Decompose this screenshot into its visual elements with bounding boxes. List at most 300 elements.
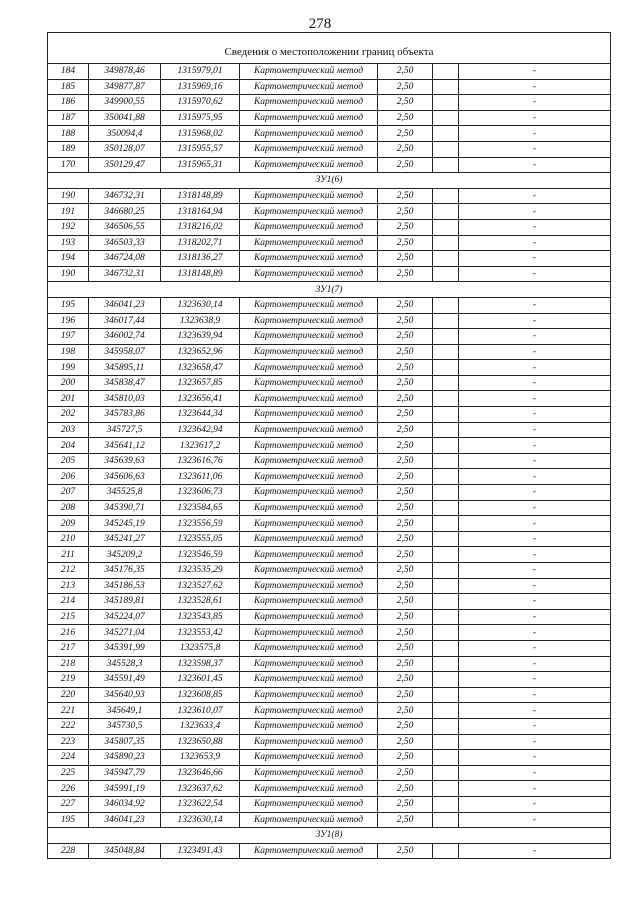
point-number-cell: 190: [48, 266, 89, 282]
x-coordinate-cell: 345639,63: [89, 453, 161, 469]
x-coordinate-cell: 345640,93: [89, 687, 161, 703]
section-header-row: [48, 828, 611, 844]
point-number-cell: 208: [48, 500, 89, 516]
description-cell: -: [459, 188, 611, 204]
table-row: [48, 594, 611, 610]
point-number-cell: 212: [48, 563, 89, 579]
method-cell: Картометрический метод: [240, 563, 378, 579]
table-row: [48, 422, 611, 438]
precision-cell: 2,50: [378, 812, 433, 828]
x-coordinate-cell: 345730,5: [89, 718, 161, 734]
table-row: [48, 266, 611, 282]
x-coordinate-cell: 346724,08: [89, 251, 161, 267]
point-number-cell: 210: [48, 531, 89, 547]
table-row: [48, 235, 611, 251]
method-cell: Картометрический метод: [240, 141, 378, 157]
method-cell: Картометрический метод: [240, 531, 378, 547]
page-number: 278: [308, 16, 332, 32]
empty-cell: [433, 204, 459, 220]
table-title-row: [48, 33, 611, 64]
description-cell: -: [459, 500, 611, 516]
description-cell: -: [459, 313, 611, 329]
point-number-cell: 213: [48, 578, 89, 594]
x-coordinate-cell: 345245,19: [89, 516, 161, 532]
y-coordinate-cell: 1323622,54: [161, 796, 240, 812]
x-coordinate-cell: 346506,55: [89, 219, 161, 235]
description-cell: -: [459, 734, 611, 750]
y-coordinate-cell: 1318216,02: [161, 219, 240, 235]
y-coordinate-cell: 1323616,76: [161, 453, 240, 469]
x-coordinate-cell: 345807,35: [89, 734, 161, 750]
description-cell: -: [459, 375, 611, 391]
precision-cell: 2,50: [378, 843, 433, 859]
description-cell: -: [459, 563, 611, 579]
description-cell: -: [459, 266, 611, 282]
description-cell: -: [459, 687, 611, 703]
y-coordinate-cell: 1323650,88: [161, 734, 240, 750]
empty-cell: [433, 672, 459, 688]
y-coordinate-cell: 1323610,07: [161, 703, 240, 719]
precision-cell: 2,50: [378, 391, 433, 407]
description-cell: -: [459, 609, 611, 625]
y-coordinate-cell: 1323639,94: [161, 329, 240, 345]
point-number-cell: 170: [48, 157, 89, 173]
empty-cell: [433, 734, 459, 750]
x-coordinate-cell: 345895,11: [89, 360, 161, 376]
description-cell: -: [459, 625, 611, 641]
section-label: ЗУ1(8): [48, 828, 611, 844]
point-number-cell: 195: [48, 297, 89, 313]
method-cell: Картометрический метод: [240, 718, 378, 734]
precision-cell: 2,50: [378, 531, 433, 547]
description-cell: -: [459, 126, 611, 142]
x-coordinate-cell: 345606,63: [89, 469, 161, 485]
y-coordinate-cell: 1323527,62: [161, 578, 240, 594]
x-coordinate-cell: 349877,87: [89, 79, 161, 95]
method-cell: Картометрический метод: [240, 204, 378, 220]
y-coordinate-cell: 1323546,59: [161, 547, 240, 563]
y-coordinate-cell: 1315970,62: [161, 95, 240, 111]
table-row: [48, 313, 611, 329]
precision-cell: 2,50: [378, 734, 433, 750]
precision-cell: 2,50: [378, 718, 433, 734]
empty-cell: [433, 95, 459, 111]
x-coordinate-cell: 345991,19: [89, 781, 161, 797]
y-coordinate-cell: 1323633,4: [161, 718, 240, 734]
y-coordinate-cell: 1323637,62: [161, 781, 240, 797]
y-coordinate-cell: 1323652,96: [161, 344, 240, 360]
empty-cell: [433, 453, 459, 469]
x-coordinate-cell: 346034,92: [89, 796, 161, 812]
empty-cell: [433, 640, 459, 656]
y-coordinate-cell: 1323644,34: [161, 407, 240, 423]
x-coordinate-cell: 345048,84: [89, 843, 161, 859]
point-number-cell: 224: [48, 750, 89, 766]
description-cell: -: [459, 485, 611, 501]
precision-cell: 2,50: [378, 516, 433, 532]
method-cell: Картометрический метод: [240, 516, 378, 532]
method-cell: Картометрический метод: [240, 375, 378, 391]
y-coordinate-cell: 1318148,89: [161, 266, 240, 282]
method-cell: Картометрический метод: [240, 126, 378, 142]
precision-cell: 2,50: [378, 329, 433, 345]
precision-cell: 2,50: [378, 79, 433, 95]
precision-cell: 2,50: [378, 672, 433, 688]
y-coordinate-cell: 1323608,85: [161, 687, 240, 703]
y-coordinate-cell: 1318164,94: [161, 204, 240, 220]
y-coordinate-cell: 1323543,85: [161, 609, 240, 625]
precision-cell: 2,50: [378, 422, 433, 438]
precision-cell: 2,50: [378, 266, 433, 282]
table-row: [48, 734, 611, 750]
x-coordinate-cell: 345783,86: [89, 407, 161, 423]
empty-cell: [433, 531, 459, 547]
description-cell: -: [459, 469, 611, 485]
table-row: [48, 360, 611, 376]
precision-cell: 2,50: [378, 126, 433, 142]
y-coordinate-cell: 1323617,2: [161, 438, 240, 454]
empty-cell: [433, 235, 459, 251]
y-coordinate-cell: 1323606,73: [161, 485, 240, 501]
method-cell: Картометрический метод: [240, 219, 378, 235]
precision-cell: 2,50: [378, 204, 433, 220]
description-cell: -: [459, 718, 611, 734]
y-coordinate-cell: 1315979,01: [161, 64, 240, 80]
boundary-coordinates-table: [47, 32, 611, 859]
method-cell: Картометрический метод: [240, 781, 378, 797]
section-label: ЗУ1(7): [48, 282, 611, 298]
point-number-cell: 195: [48, 812, 89, 828]
point-number-cell: 193: [48, 235, 89, 251]
method-cell: Картометрический метод: [240, 391, 378, 407]
description-cell: -: [459, 765, 611, 781]
point-number-cell: 199: [48, 360, 89, 376]
description-cell: -: [459, 64, 611, 80]
x-coordinate-cell: 345649,1: [89, 703, 161, 719]
table-row: [48, 485, 611, 501]
point-number-cell: 216: [48, 625, 89, 641]
point-number-cell: 185: [48, 79, 89, 95]
precision-cell: 2,50: [378, 625, 433, 641]
precision-cell: 2,50: [378, 157, 433, 173]
y-coordinate-cell: 1323491,43: [161, 843, 240, 859]
point-number-cell: 196: [48, 313, 89, 329]
point-number-cell: 215: [48, 609, 89, 625]
precision-cell: 2,50: [378, 375, 433, 391]
method-cell: Картометрический метод: [240, 812, 378, 828]
table-row: [48, 609, 611, 625]
description-cell: -: [459, 79, 611, 95]
description-cell: -: [459, 594, 611, 610]
empty-cell: [433, 360, 459, 376]
point-number-cell: 221: [48, 703, 89, 719]
description-cell: -: [459, 578, 611, 594]
empty-cell: [433, 703, 459, 719]
table-row: [48, 453, 611, 469]
table-row: [48, 703, 611, 719]
empty-cell: [433, 157, 459, 173]
description-cell: -: [459, 110, 611, 126]
empty-cell: [433, 516, 459, 532]
point-number-cell: 205: [48, 453, 89, 469]
description-cell: -: [459, 781, 611, 797]
empty-cell: [433, 796, 459, 812]
empty-cell: [433, 687, 459, 703]
x-coordinate-cell: 346041,23: [89, 297, 161, 313]
empty-cell: [433, 718, 459, 734]
y-coordinate-cell: 1318202,71: [161, 235, 240, 251]
table-row: [48, 625, 611, 641]
empty-cell: [433, 297, 459, 313]
empty-cell: [433, 563, 459, 579]
method-cell: Картометрический метод: [240, 266, 378, 282]
precision-cell: 2,50: [378, 453, 433, 469]
y-coordinate-cell: 1323575,8: [161, 640, 240, 656]
empty-cell: [433, 344, 459, 360]
description-cell: -: [459, 251, 611, 267]
precision-cell: 2,50: [378, 235, 433, 251]
description-cell: -: [459, 812, 611, 828]
method-cell: Картометрический метод: [240, 313, 378, 329]
method-cell: Картометрический метод: [240, 79, 378, 95]
method-cell: Картометрический метод: [240, 235, 378, 251]
empty-cell: [433, 625, 459, 641]
point-number-cell: 223: [48, 734, 89, 750]
method-cell: Картометрический метод: [240, 251, 378, 267]
x-coordinate-cell: 345727,5: [89, 422, 161, 438]
description-cell: -: [459, 438, 611, 454]
precision-cell: 2,50: [378, 360, 433, 376]
table-row: [48, 110, 611, 126]
point-number-cell: 203: [48, 422, 89, 438]
x-coordinate-cell: 349900,55: [89, 95, 161, 111]
y-coordinate-cell: 1323601,45: [161, 672, 240, 688]
precision-cell: 2,50: [378, 344, 433, 360]
description-cell: -: [459, 796, 611, 812]
x-coordinate-cell: 345224,07: [89, 609, 161, 625]
precision-cell: 2,50: [378, 765, 433, 781]
point-number-cell: 192: [48, 219, 89, 235]
empty-cell: [433, 609, 459, 625]
method-cell: Картометрический метод: [240, 703, 378, 719]
description-cell: -: [459, 407, 611, 423]
x-coordinate-cell: 346732,31: [89, 266, 161, 282]
table-row: [48, 188, 611, 204]
table-row: [48, 126, 611, 142]
table-row: [48, 656, 611, 672]
table-row: [48, 157, 611, 173]
method-cell: Картометрический метод: [240, 640, 378, 656]
x-coordinate-cell: 345591,49: [89, 672, 161, 688]
point-number-cell: 226: [48, 781, 89, 797]
table-row: [48, 407, 611, 423]
y-coordinate-cell: 1323553,42: [161, 625, 240, 641]
y-coordinate-cell: 1323657,85: [161, 375, 240, 391]
method-cell: Картометрический метод: [240, 796, 378, 812]
x-coordinate-cell: 350041,88: [89, 110, 161, 126]
table-row: [48, 297, 611, 313]
method-cell: Картометрический метод: [240, 329, 378, 345]
empty-cell: [433, 141, 459, 157]
method-cell: Картометрический метод: [240, 594, 378, 610]
precision-cell: 2,50: [378, 110, 433, 126]
x-coordinate-cell: 345838,47: [89, 375, 161, 391]
empty-cell: [433, 422, 459, 438]
point-number-cell: 222: [48, 718, 89, 734]
table-row: [48, 563, 611, 579]
method-cell: Картометрический метод: [240, 453, 378, 469]
precision-cell: 2,50: [378, 656, 433, 672]
empty-cell: [433, 438, 459, 454]
point-number-cell: 204: [48, 438, 89, 454]
point-number-cell: 211: [48, 547, 89, 563]
point-number-cell: 227: [48, 796, 89, 812]
precision-cell: 2,50: [378, 313, 433, 329]
empty-cell: [433, 79, 459, 95]
table-row: [48, 438, 611, 454]
x-coordinate-cell: 346732,31: [89, 188, 161, 204]
method-cell: Картометрический метод: [240, 438, 378, 454]
description-cell: -: [459, 329, 611, 345]
method-cell: Картометрический метод: [240, 157, 378, 173]
table-row: [48, 251, 611, 267]
point-number-cell: 186: [48, 95, 89, 111]
x-coordinate-cell: 345958,07: [89, 344, 161, 360]
precision-cell: 2,50: [378, 469, 433, 485]
point-number-cell: 220: [48, 687, 89, 703]
description-cell: -: [459, 391, 611, 407]
empty-cell: [433, 329, 459, 345]
point-number-cell: 200: [48, 375, 89, 391]
empty-cell: [433, 578, 459, 594]
description-cell: -: [459, 656, 611, 672]
description-cell: -: [459, 235, 611, 251]
method-cell: Картометрический метод: [240, 469, 378, 485]
x-coordinate-cell: 345390,71: [89, 500, 161, 516]
point-number-cell: 214: [48, 594, 89, 610]
x-coordinate-cell: 346680,25: [89, 204, 161, 220]
table-row: [48, 64, 611, 80]
precision-cell: 2,50: [378, 750, 433, 766]
precision-cell: 2,50: [378, 95, 433, 111]
y-coordinate-cell: 1323653,9: [161, 750, 240, 766]
description-cell: -: [459, 547, 611, 563]
description-cell: -: [459, 531, 611, 547]
table-row: [48, 95, 611, 111]
precision-cell: 2,50: [378, 251, 433, 267]
empty-cell: [433, 407, 459, 423]
y-coordinate-cell: 1323642,94: [161, 422, 240, 438]
method-cell: Картометрический метод: [240, 422, 378, 438]
x-coordinate-cell: 345271,04: [89, 625, 161, 641]
table-row: [48, 344, 611, 360]
empty-cell: [433, 500, 459, 516]
description-cell: -: [459, 422, 611, 438]
point-number-cell: 219: [48, 672, 89, 688]
empty-cell: [433, 547, 459, 563]
point-number-cell: 228: [48, 843, 89, 859]
point-number-cell: 207: [48, 485, 89, 501]
x-coordinate-cell: 346041,23: [89, 812, 161, 828]
empty-cell: [433, 251, 459, 267]
description-cell: -: [459, 95, 611, 111]
description-cell: -: [459, 750, 611, 766]
precision-cell: 2,50: [378, 219, 433, 235]
point-number-cell: 189: [48, 141, 89, 157]
table-row: [48, 329, 611, 345]
x-coordinate-cell: 346503,33: [89, 235, 161, 251]
point-number-cell: 202: [48, 407, 89, 423]
empty-cell: [433, 594, 459, 610]
table-row: [48, 219, 611, 235]
y-coordinate-cell: 1323611,06: [161, 469, 240, 485]
precision-cell: 2,50: [378, 594, 433, 610]
x-coordinate-cell: 345525,8: [89, 485, 161, 501]
point-number-cell: 218: [48, 656, 89, 672]
x-coordinate-cell: 346002,74: [89, 329, 161, 345]
method-cell: Картометрический метод: [240, 687, 378, 703]
x-coordinate-cell: 349878,46: [89, 64, 161, 80]
precision-cell: 2,50: [378, 297, 433, 313]
point-number-cell: 225: [48, 765, 89, 781]
table-row: [48, 843, 611, 859]
section-header-row: [48, 173, 611, 189]
method-cell: Картометрический метод: [240, 656, 378, 672]
y-coordinate-cell: 1323630,14: [161, 812, 240, 828]
method-cell: Картометрический метод: [240, 64, 378, 80]
y-coordinate-cell: 1323658,47: [161, 360, 240, 376]
x-coordinate-cell: 345890,23: [89, 750, 161, 766]
point-number-cell: 209: [48, 516, 89, 532]
point-number-cell: 197: [48, 329, 89, 345]
empty-cell: [433, 843, 459, 859]
table-row: [48, 516, 611, 532]
table-row: [48, 781, 611, 797]
y-coordinate-cell: 1323630,14: [161, 297, 240, 313]
method-cell: Картометрический метод: [240, 625, 378, 641]
method-cell: Картометрический метод: [240, 750, 378, 766]
y-coordinate-cell: 1323656,41: [161, 391, 240, 407]
method-cell: Картометрический метод: [240, 95, 378, 111]
y-coordinate-cell: 1315955,57: [161, 141, 240, 157]
x-coordinate-cell: 346017,44: [89, 313, 161, 329]
point-number-cell: 184: [48, 64, 89, 80]
table-row: [48, 141, 611, 157]
table-row: [48, 500, 611, 516]
point-number-cell: 191: [48, 204, 89, 220]
y-coordinate-cell: 1315965,31: [161, 157, 240, 173]
method-cell: Картометрический метод: [240, 609, 378, 625]
y-coordinate-cell: 1323556,59: [161, 516, 240, 532]
x-coordinate-cell: 350128,07: [89, 141, 161, 157]
table-row: [48, 578, 611, 594]
precision-cell: 2,50: [378, 485, 433, 501]
x-coordinate-cell: 345176,35: [89, 563, 161, 579]
x-coordinate-cell: 345189,81: [89, 594, 161, 610]
empty-cell: [433, 391, 459, 407]
point-number-cell: 201: [48, 391, 89, 407]
method-cell: Картометрический метод: [240, 547, 378, 563]
y-coordinate-cell: 1323555,05: [161, 531, 240, 547]
precision-cell: 2,50: [378, 640, 433, 656]
point-number-cell: 198: [48, 344, 89, 360]
table-row: [48, 812, 611, 828]
precision-cell: 2,50: [378, 547, 433, 563]
method-cell: Картометрический метод: [240, 344, 378, 360]
precision-cell: 2,50: [378, 188, 433, 204]
section-label: ЗУ1(6): [48, 173, 611, 189]
description-cell: -: [459, 360, 611, 376]
